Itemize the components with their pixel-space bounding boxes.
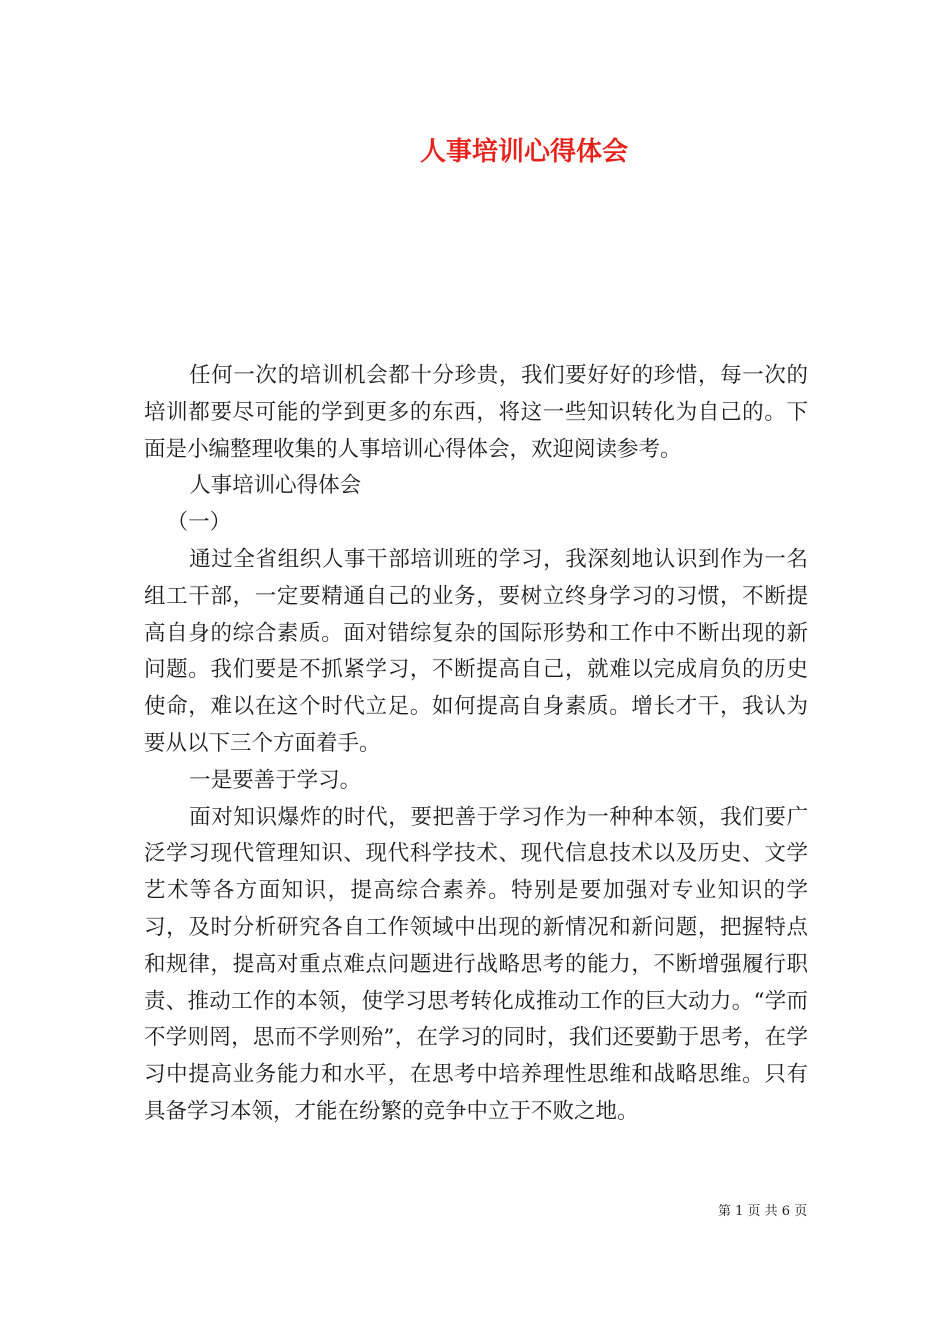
body-paragraph: 面对知识爆炸的时代，要把善于学习作为一种种本领，我们要广泛学习现代管理知识、现代科学技术、现代信息技术以及历史、文学艺术等各方面知识，提高综合素养。特别是要加强对专业知识的学习，及时分析研究各自工作领域中出现的新情况和新问题，把握特点和规律，提高对重点难点问题进行战略思考的能力，不断增强履行职责、推动工作的本领，使学习思考转化成推动工作的巨大动力。“学而不学则罔，思而不学则殆”，在学习的同时，我们还要勤于思考，在学习中提高业务能力和水平，在思考中培养理性思维和战略思维。只有具备学习本领，才能在纷繁的竞争中立于不败之地。 bbox=[144, 804, 808, 1124]
page-footer: 第 1 页 共 6 页 bbox=[718, 1204, 808, 1219]
point-heading: 一是要善于学习。 bbox=[189, 767, 362, 793]
section-number: （一） bbox=[166, 510, 232, 536]
section-heading: 人事培训心得体会 bbox=[189, 473, 362, 499]
intro-paragraph: 任何一次的培训机会都十分珍贵，我们要好好的珍惜，每一次的培训都要尽可能的学到更多的东西，将这一些知识转化为自己的。下面是小编整理收集的人事培训心得体会，欢迎阅读参考。 bbox=[144, 363, 808, 462]
document-body bbox=[144, 358, 808, 1131]
document-title: 人事培训心得体会 bbox=[420, 137, 629, 167]
body-paragraph: 通过全省组织人事干部培训班的学习，我深刻地认识到作为一名组工干部，一定要精通自己的业务，要树立终身学习的习惯，不断提高自身的综合素质。面对错综复杂的国际形势和工作中不断出现的新问题。我们要是不抓紧学习，不断提高自己，就难以完成肩负的历史使命，难以在这个时代立足。如何提高自身素质。增长才干，我认为要从以下三个方面着手。 bbox=[144, 546, 808, 756]
